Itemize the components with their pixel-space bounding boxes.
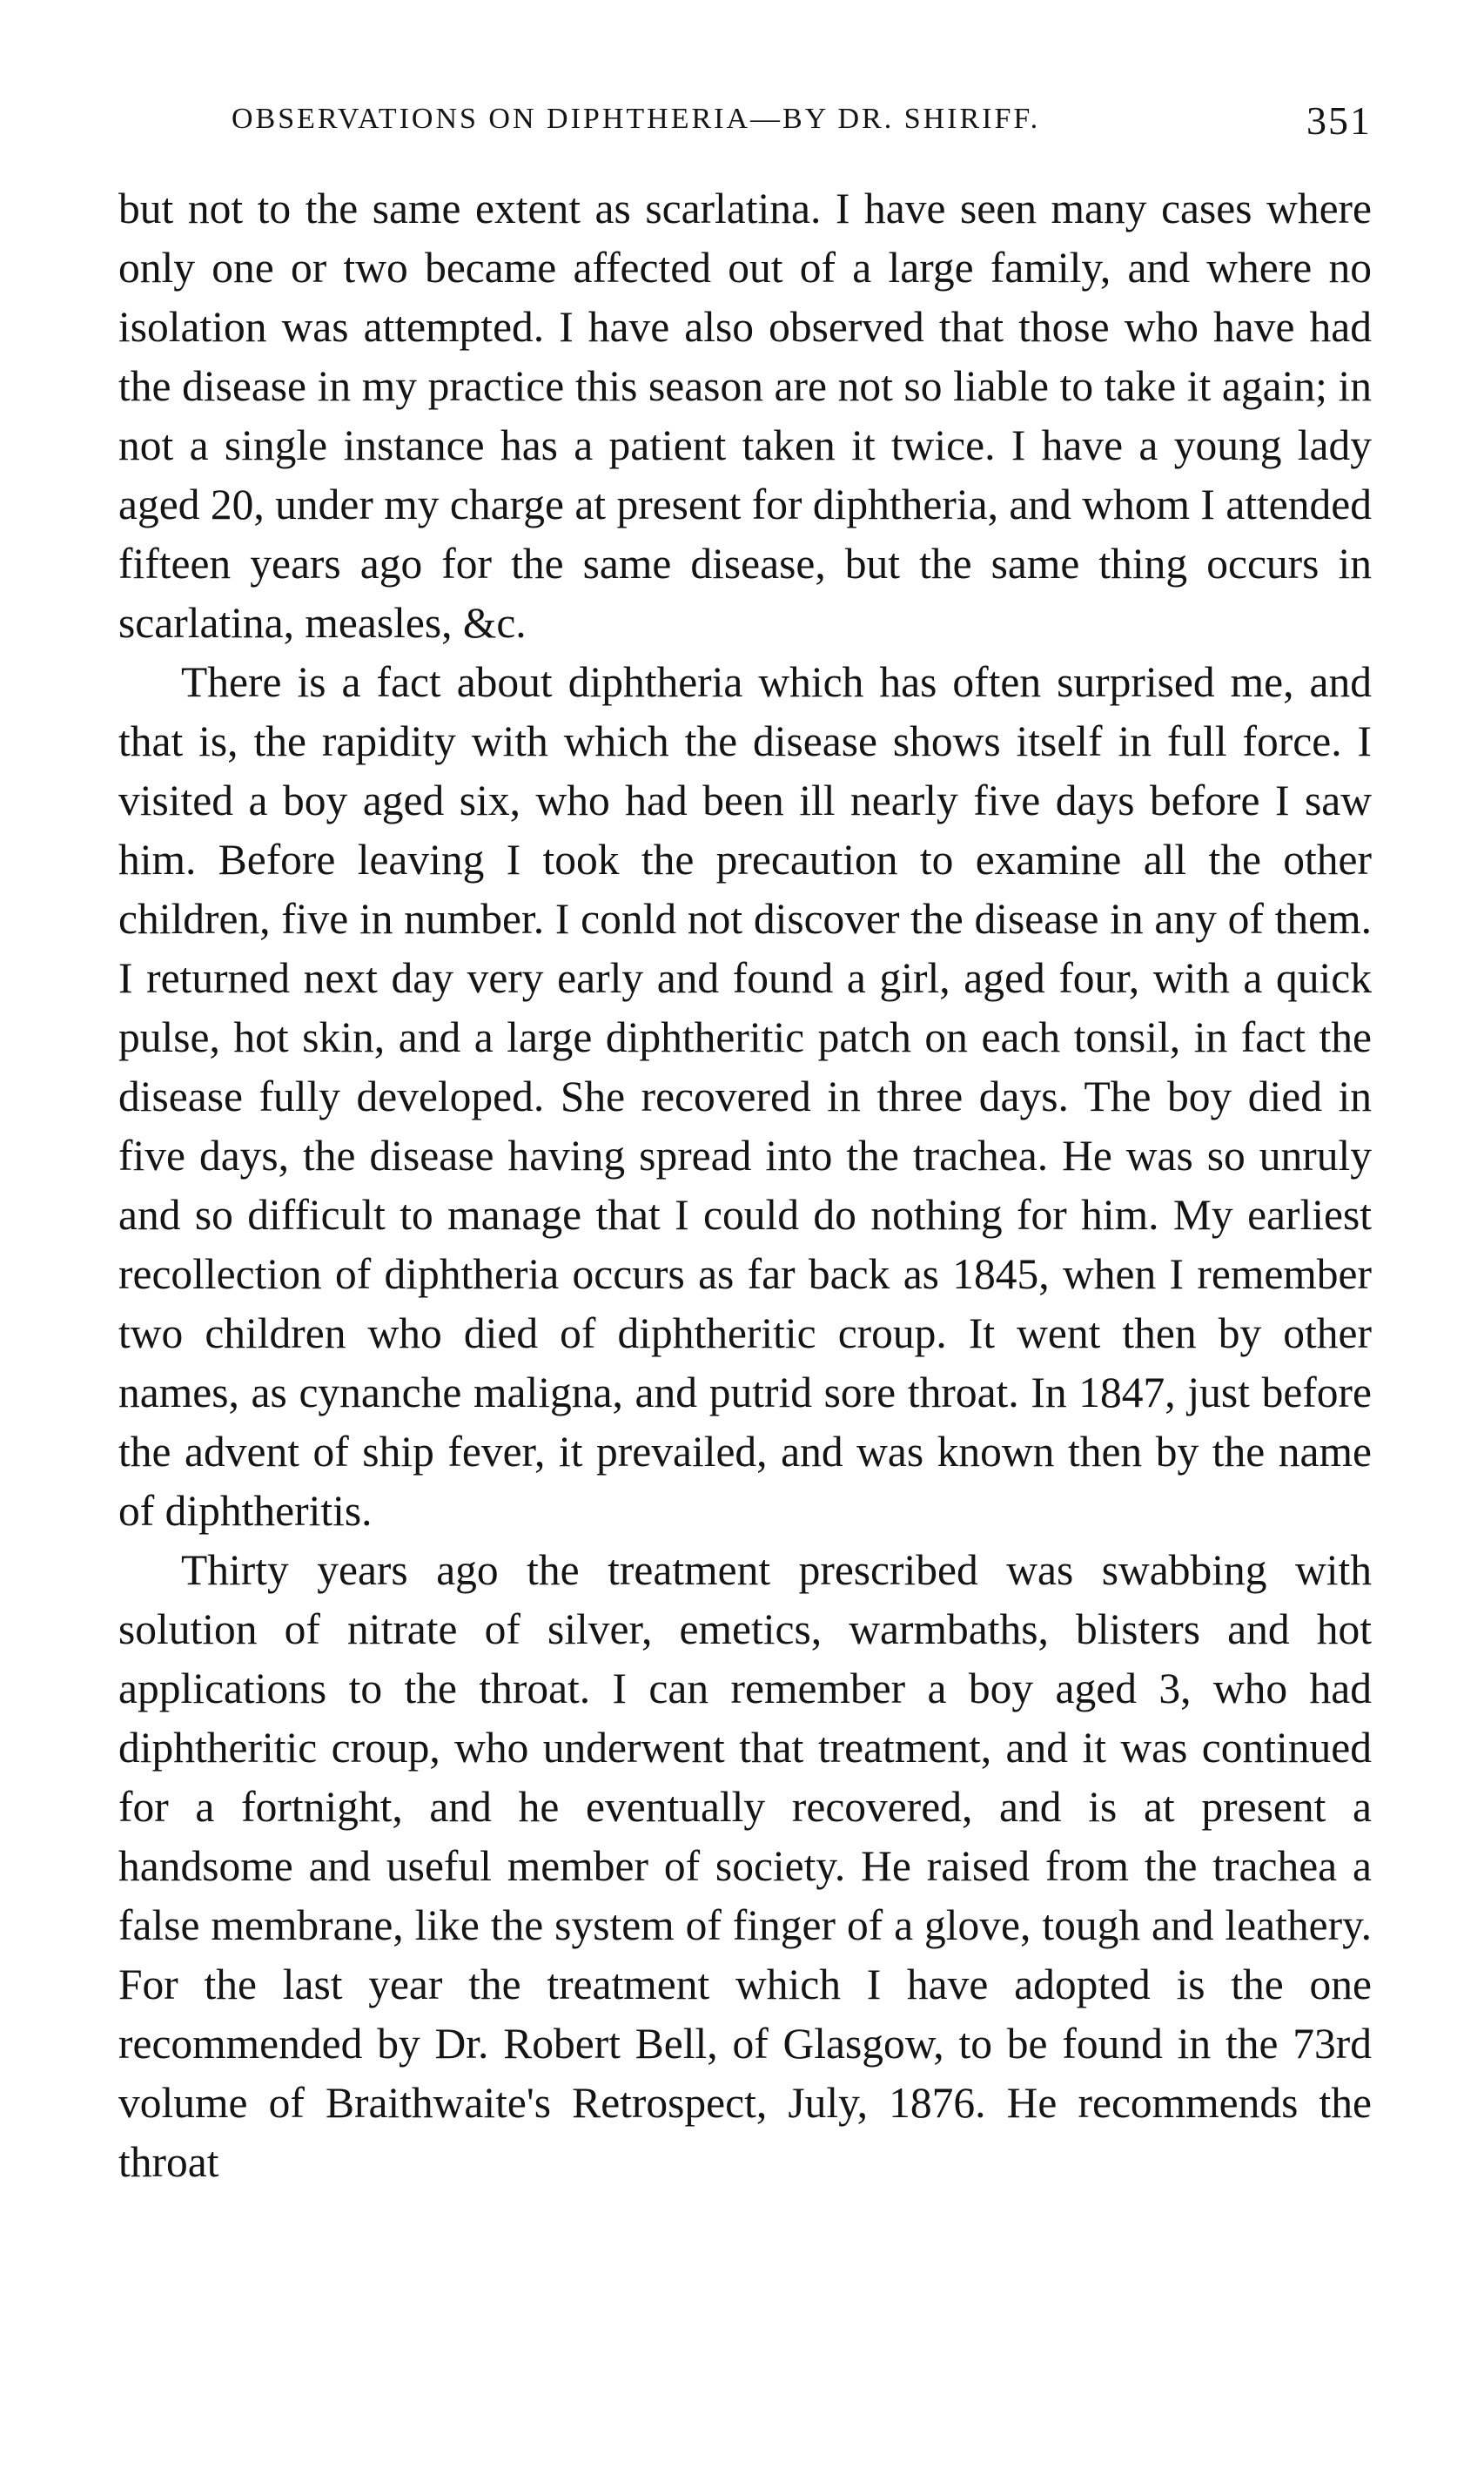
page-number: 351	[1306, 98, 1372, 143]
paragraph-rapidity: There is a fact about diphtheria which has often surprised me, and that is, the rapidity with which the disease shows itself in full force. I visited a boy aged six, who had been ill nearly five days before I saw him. Before leaving I took the precaution to examine all the other children, five in number. I conld not discover the disease in any of them. I returned next day very early and found a girl, aged four, with a quick pulse, hot skin, and a large diphtheritic patch on each tonsil, in fact the disease fully developed. She recovered in three days. The boy died in five days, the disease having spread into the trachea. He was so unruly and so difficult to manage that I could do nothing for him. My earliest recollection of diphtheria occurs as far back as 1845, when I remember two children who died of diphtheritic croup. It went then by other names, as cynanche maligna, and putrid sore throat. In 1847, just before the advent of ship fever, it prevailed, and was known then by the name of diphtheritis.	[118, 658, 1372, 1535]
paragraph-treatment: Thirty years ago the treatment prescribed was swabbing with solution of nitrate of silver, emetics, warmbaths, blisters and hot applications to the throat. I can remember a boy aged 3, who had diphtheritic croup, who underwent that treatment, and it was continued for a fortnight, and he eventually recovered, and is at present a handsome and useful member of society. He raised from the trachea a false membrane, like the system of finger of a glove, tough and leathery. For the last year the treatment which I have adopted is the one recommended by Dr. Robert Bell, of Glasgow, to be found in the 73rd volume of Braithwaite's Retrospect, July, 1876. He recommends the throat	[118, 1546, 1372, 2186]
body-text	[118, 179, 1372, 2192]
running-head-title: OBSERVATIONS ON DIPHTHERIA—BY DR. SHIRIFF.	[232, 103, 1041, 135]
running-head	[232, 98, 1372, 158]
paragraph-continued: but not to the same extent as scarlatina. I have seen many cases where only one or two became affected out of a large family, and where no isolation was attempted. I have also observed that those who have had the disease in my practice this season are not so liable to take it again; in not a single instance has a patient taken it twice. I have a young lady aged 20, under my charge at present for diphtheria, and whom I attended fifteen years ago for the same disease, but the same thing occurs in scarlatina, measles, &c.	[118, 185, 1372, 647]
book-page	[118, 0, 1372, 2475]
